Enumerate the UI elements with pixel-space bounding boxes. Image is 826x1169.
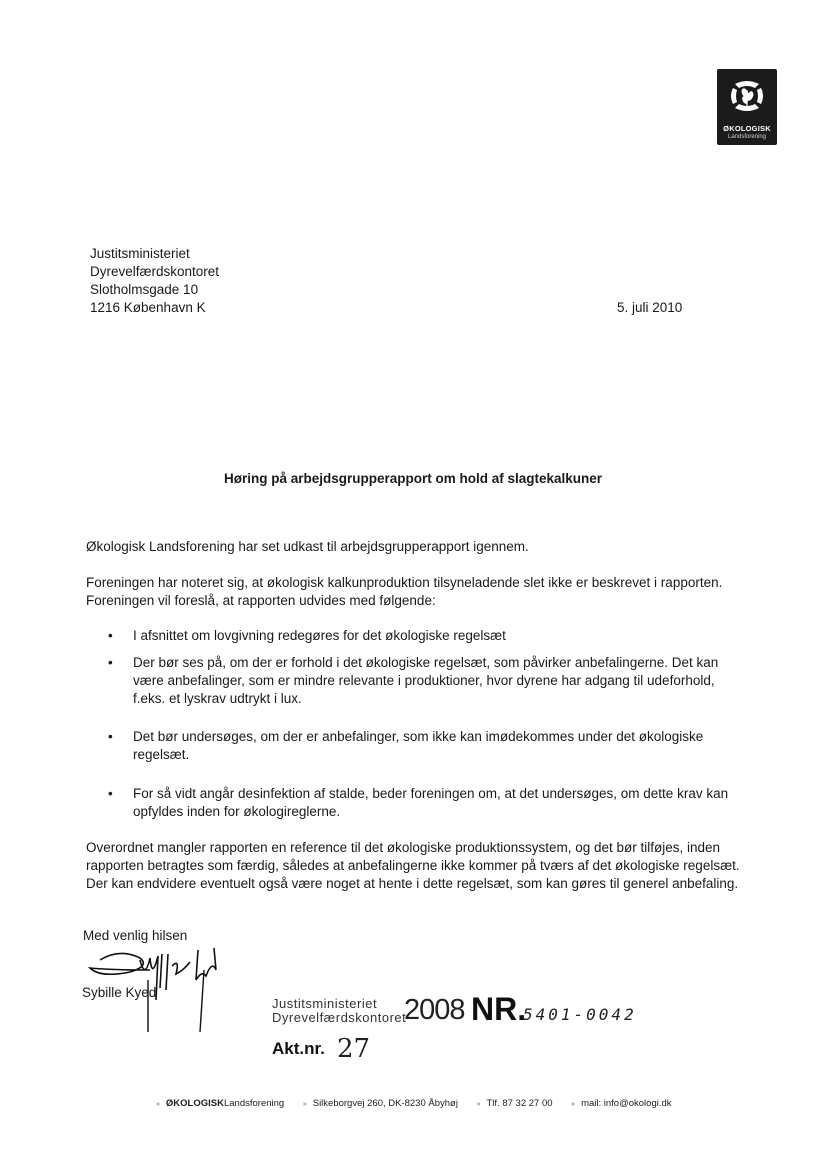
separator-icon: » — [476, 1101, 481, 1108]
stamp-akt-label: Akt.nr. — [272, 1039, 325, 1058]
stamp-ministry-line: Dyrevelfærdskontoret — [272, 1010, 407, 1025]
recipient-line: 1216 København K — [90, 300, 206, 315]
signer-name: Sybille Kyed — [82, 985, 157, 1000]
closing-phrase: Med venlig hilsen — [83, 928, 188, 943]
letter-footer — [140, 1098, 672, 1109]
separator-icon: » — [302, 1101, 307, 1108]
recipient-address — [90, 245, 219, 317]
footer-org-bold: ØKOLOGISK — [165, 1098, 224, 1109]
stamp-ministry — [272, 997, 406, 1025]
body-paragraph: Økologisk Landsforening har set udkast til arbejdsgrupperapport igennem. — [86, 539, 529, 554]
separator-icon: » — [571, 1101, 576, 1108]
list-item-text: Det bør undersøges, om der er anbefalinger, som ikke kan imødekommes under det økologiske regelsæt. — [133, 729, 704, 762]
recipient-line: Dyrevelfærdskontoret — [90, 264, 220, 279]
letter-date: 5. juli 2010 — [617, 300, 683, 315]
footer-org-rest: Landsforening — [223, 1098, 285, 1109]
stamp-case-number: 5401-0042 — [523, 1005, 637, 1024]
bullet-icon: • — [108, 786, 113, 801]
logo-name: ØKOLOGISK — [723, 124, 771, 133]
footer-address: Silkeborgvej 260, DK-8230 Åbyhøj — [312, 1098, 458, 1109]
letter-subject: Høring på arbejdsgrupperapport om hold af slagtekalkuner — [223, 471, 603, 486]
list-item-text: For så vidt angår desinfektion af stalde, beder foreningen om, at det undersøges, om dette krav kan opfyldes inden for økologireglerne. — [133, 786, 729, 819]
footer-email: mail: info@okologi.dk — [581, 1098, 672, 1109]
recipient-line: Slotholmsgade 10 — [90, 282, 199, 297]
bullet-icon: • — [108, 628, 113, 643]
recipient-line: Justitsministeriet — [90, 246, 190, 261]
stamp-nr-label: NR. — [471, 991, 527, 1027]
separator-icon: » — [156, 1101, 160, 1108]
leaf-swirl-icon — [727, 76, 767, 116]
stamp-year: 2008 — [404, 994, 465, 1026]
bullet-icon: • — [108, 729, 113, 744]
bullet-icon: • — [108, 655, 113, 670]
stamp-akt-number: 27 — [337, 1034, 371, 1064]
logo-subtitle: Landsforening — [727, 134, 767, 140]
body-paragraph: Foreningen har noteret sig, at økologisk kalkunproduktion tilsyneladende slet ikke er beskrevet i rapporten. Foreningen vil foreslå, at rapporten udvides med følgende: — [86, 575, 723, 608]
list-item-text: I afsnittet om lovgivning redegøres for det økologiske regelsæt — [133, 628, 506, 643]
list-item-text: Der bør ses på, om der er forhold i det økologiske regelsæt, som påvirker anbefalingerne. Det kan være anbefalinger, som er mindre relevante i produktioner, hvor dyrene har adgang til udeforhold, f.eks. et lyskrav udtrykt i lux. — [133, 655, 719, 706]
stamp-ministry-line: Justitsministeriet — [272, 996, 378, 1011]
body-paragraph: Overordnet mangler rapporten en reference til det økologiske produktionssystem, og det bør tilføjes, inden rapporten betragtes som færdig, således at anbefalingerne ikke kommer på tværs af det økologiske regelsæt. Der kan endvidere eventuelt også være noget at hente i dette regelsæt, som kan gøres til generel anbefaling. — [86, 840, 740, 891]
footer-phone: Tlf. 87 32 27 00 — [486, 1098, 553, 1109]
organization-logo — [717, 69, 777, 145]
